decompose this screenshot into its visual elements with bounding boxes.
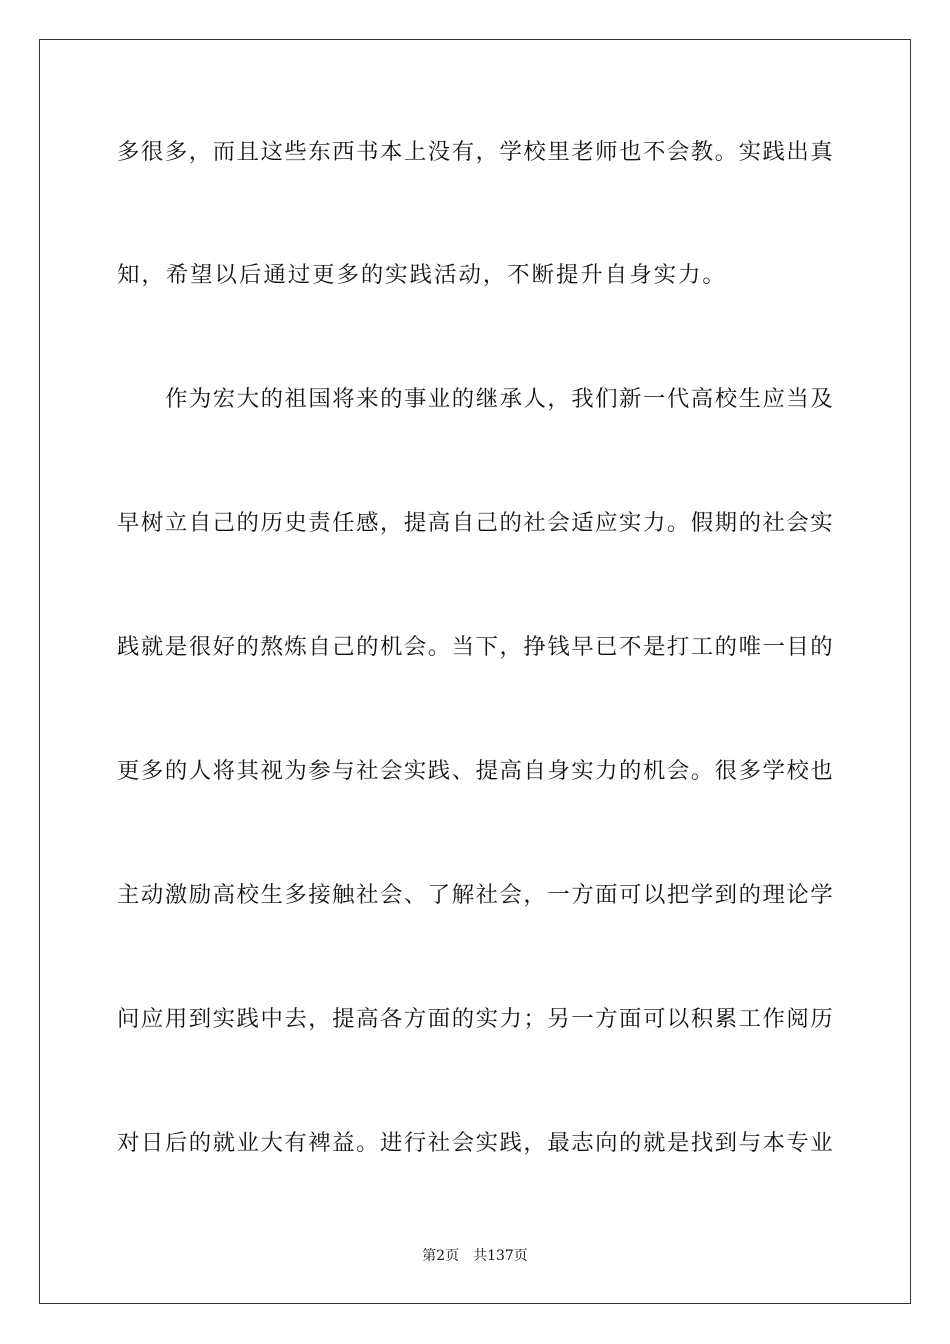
page-border — [39, 39, 911, 1304]
body-text-line: 更多的人将其视为参与社会实践、提高自身实力的机会。很多学校也 — [117, 758, 833, 784]
body-text-line: 早树立自己的历史责任感，提高自己的社会适应实力。假期的社会实 — [117, 510, 833, 536]
body-text-line: 主动激励高校生多接触社会、了解社会，一方面可以把学到的理论学 — [117, 882, 833, 908]
page-number-footer: 第2页 共137页 — [422, 1248, 528, 1264]
body-text-line: 践就是很好的熬炼自己的机会。当下，挣钱早已不是打工的唯一目的 — [117, 634, 833, 660]
body-text-line: 多很多，而且这些东西书本上没有，学校里老师也不会教。实践出真 — [117, 139, 833, 165]
body-text-line: 问应用到实践中去，提高各方面的实力；另一方面可以积累工作阅历 — [117, 1006, 833, 1032]
body-text-line: 知，希望以后通过更多的实践活动，不断提升自身实力。 — [117, 262, 727, 288]
body-text-line: 对日后的就业大有裨益。进行社会实践，最志向的就是找到与本专业 — [117, 1130, 833, 1156]
paragraph-first-line: 作为宏大的祖国将来的事业的继承人，我们新一代高校生应当及 — [165, 386, 833, 412]
